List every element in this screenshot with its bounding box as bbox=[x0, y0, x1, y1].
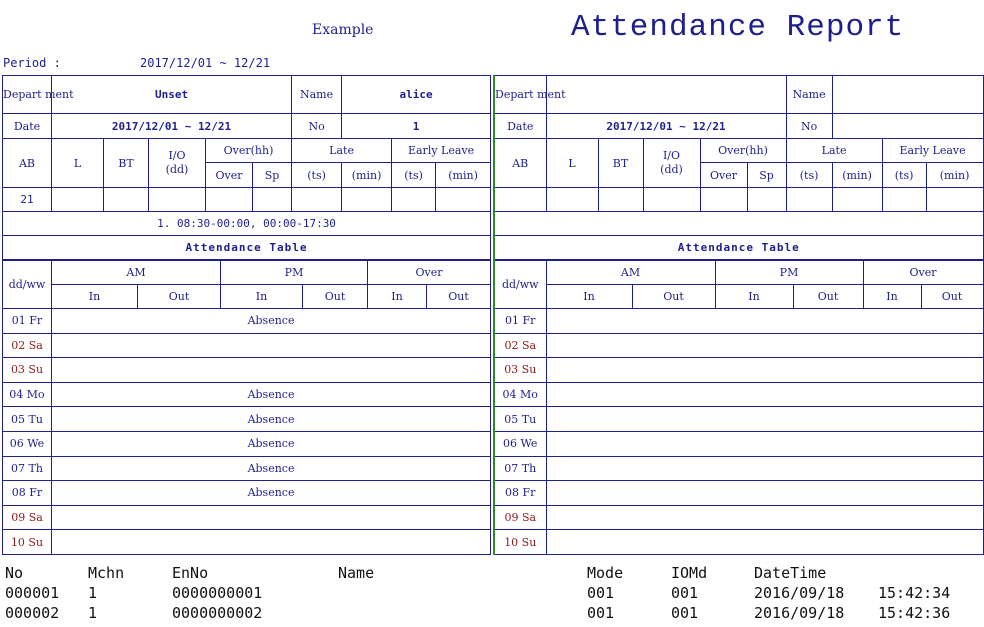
table-row bbox=[3, 309, 491, 334]
log-row-mchn: 1 bbox=[88, 584, 98, 602]
name-label: Name bbox=[292, 76, 342, 114]
early-min-subheader: (min) bbox=[436, 163, 491, 188]
over-header: Over bbox=[368, 261, 491, 285]
day-status bbox=[546, 333, 983, 358]
day-label: 06 We bbox=[494, 431, 546, 456]
day-label: 03 Su bbox=[494, 358, 546, 383]
employee-info-table bbox=[2, 75, 491, 260]
day-label: 06 We bbox=[3, 431, 52, 456]
summary-cell bbox=[747, 188, 786, 212]
table-row bbox=[3, 431, 491, 456]
early-leave-header: Early Leave bbox=[392, 139, 491, 163]
log-header-mode: Mode bbox=[587, 564, 624, 582]
day-label: 05 Tu bbox=[494, 407, 546, 432]
over-subheader: Over bbox=[700, 163, 747, 188]
over-out-header: Out bbox=[921, 285, 983, 309]
log-header-mchn: Mchn bbox=[88, 564, 125, 582]
early-leave-header: Early Leave bbox=[882, 139, 983, 163]
summary-cell bbox=[786, 188, 832, 212]
day-label: 10 Su bbox=[494, 530, 546, 555]
summary-cell bbox=[52, 188, 104, 212]
day-status: Absence bbox=[52, 481, 491, 506]
table-row bbox=[3, 456, 491, 481]
dd-label: (dd) bbox=[165, 163, 189, 176]
io-label: I/O bbox=[168, 149, 186, 162]
bt-header: BT bbox=[104, 139, 149, 188]
day-status bbox=[546, 530, 983, 555]
table-row bbox=[3, 333, 491, 358]
log-header-iomd: IOMd bbox=[671, 564, 708, 582]
day-status: Absence bbox=[52, 382, 491, 407]
day-label: 01 Fr bbox=[494, 309, 546, 334]
pm-out-header: Out bbox=[793, 285, 863, 309]
day-label: 02 Sa bbox=[494, 333, 546, 358]
table-row bbox=[3, 530, 491, 555]
summary-cell bbox=[643, 188, 700, 212]
table-row bbox=[494, 358, 983, 383]
summary-cell bbox=[392, 188, 436, 212]
day-label: 04 Mo bbox=[494, 382, 546, 407]
over-out-header: Out bbox=[427, 285, 491, 309]
ddww-header: dd/ww bbox=[3, 261, 52, 309]
sp-subheader: Sp bbox=[253, 163, 292, 188]
over-hh-header: Over(hh) bbox=[206, 139, 292, 163]
day-label: 08 Fr bbox=[3, 481, 52, 506]
summary-cell bbox=[598, 188, 643, 212]
dd-label: (dd) bbox=[660, 163, 683, 176]
log-header-name: Name bbox=[338, 564, 375, 582]
l-header: L bbox=[52, 139, 104, 188]
summary-cell bbox=[292, 188, 342, 212]
over-in-header: In bbox=[368, 285, 427, 309]
am-out-header: Out bbox=[138, 285, 221, 309]
table-row bbox=[3, 505, 491, 530]
name-value: alice bbox=[342, 76, 491, 114]
log-row-iomd: 001 bbox=[671, 584, 699, 602]
table-row bbox=[3, 358, 491, 383]
no-label: No bbox=[292, 114, 342, 139]
day-label: 01 Fr bbox=[3, 309, 52, 334]
log-row-no: 000002 bbox=[5, 604, 60, 622]
log-row-mode: 001 bbox=[587, 584, 615, 602]
early-ts-subheader: (ts) bbox=[882, 163, 926, 188]
late-ts-subheader: (ts) bbox=[292, 163, 342, 188]
table-row bbox=[3, 481, 491, 506]
summary-cell bbox=[104, 188, 149, 212]
am-in-header: In bbox=[546, 285, 632, 309]
department-label: Depart ment bbox=[494, 76, 546, 114]
summary-cell bbox=[436, 188, 491, 212]
day-status bbox=[546, 382, 983, 407]
no-label: No bbox=[786, 114, 832, 139]
io-header bbox=[149, 139, 206, 188]
day-status bbox=[546, 431, 983, 456]
ab-header: AB bbox=[3, 139, 52, 188]
example-label: Example bbox=[312, 22, 374, 38]
date-label: Date bbox=[3, 114, 52, 139]
summary-cell bbox=[926, 188, 983, 212]
am-header: AM bbox=[546, 261, 715, 285]
table-row bbox=[494, 530, 983, 555]
left-report-panel bbox=[2, 75, 490, 560]
over-in-header: In bbox=[863, 285, 921, 309]
summary-cell bbox=[832, 188, 882, 212]
day-label: 08 Fr bbox=[494, 481, 546, 506]
summary-cell bbox=[882, 188, 926, 212]
early-min-subheader: (min) bbox=[926, 163, 983, 188]
day-status bbox=[52, 358, 491, 383]
summary-cell bbox=[494, 188, 546, 212]
log-row-enno: 0000000001 bbox=[172, 584, 263, 602]
table-row bbox=[3, 382, 491, 407]
department-value: Unset bbox=[52, 76, 292, 114]
io-header bbox=[643, 139, 700, 188]
log-row-date: 2016/09/18 bbox=[754, 604, 845, 622]
summary-cell bbox=[546, 188, 598, 212]
log-row-date: 2016/09/18 bbox=[754, 584, 845, 602]
over-hh-header: Over(hh) bbox=[700, 139, 786, 163]
late-min-subheader: (min) bbox=[342, 163, 392, 188]
summary-cell bbox=[342, 188, 392, 212]
day-label: 09 Sa bbox=[494, 505, 546, 530]
l-header: L bbox=[546, 139, 598, 188]
attendance-table bbox=[493, 260, 984, 555]
over-header: Over bbox=[863, 261, 983, 285]
day-label: 10 Su bbox=[3, 530, 52, 555]
log-row-iomd: 001 bbox=[671, 604, 699, 622]
punch-log bbox=[0, 562, 982, 627]
date-value: 2017/12/01 ~ 12/21 bbox=[546, 114, 786, 139]
day-label: 09 Sa bbox=[3, 505, 52, 530]
attendance-table-title: Attendance Table bbox=[3, 236, 491, 260]
report-title: Attendance Report bbox=[571, 10, 905, 45]
ab-header: AB bbox=[494, 139, 546, 188]
period-label: Period : bbox=[3, 56, 61, 70]
log-row-mode: 001 bbox=[587, 604, 615, 622]
late-header: Late bbox=[292, 139, 392, 163]
day-label: 02 Sa bbox=[3, 333, 52, 358]
table-row bbox=[494, 309, 983, 334]
table-row bbox=[494, 481, 983, 506]
table-row bbox=[494, 505, 983, 530]
day-status: Absence bbox=[52, 407, 491, 432]
bt-header: BT bbox=[598, 139, 643, 188]
summary-cell bbox=[206, 188, 253, 212]
day-status bbox=[546, 481, 983, 506]
table-row bbox=[494, 407, 983, 432]
am-in-header: In bbox=[52, 285, 138, 309]
log-row-time: 15:42:34 bbox=[878, 584, 951, 602]
ab-value: 21 bbox=[3, 188, 52, 212]
date-value: 2017/12/01 ~ 12/21 bbox=[52, 114, 292, 139]
log-row-time: 15:42:36 bbox=[878, 604, 951, 622]
pm-in-header: In bbox=[715, 285, 793, 309]
day-status: Absence bbox=[52, 456, 491, 481]
summary-cell bbox=[253, 188, 292, 212]
table-row bbox=[3, 407, 491, 432]
no-value: 1 bbox=[342, 114, 491, 139]
ddww-header: dd/ww bbox=[494, 261, 546, 309]
attendance-table-title: Attendance Table bbox=[494, 236, 983, 260]
day-status bbox=[546, 309, 983, 334]
right-report-panel bbox=[493, 75, 982, 560]
day-label: 07 Th bbox=[494, 456, 546, 481]
summary-cell bbox=[700, 188, 747, 212]
schedule-text bbox=[494, 212, 983, 236]
table-row bbox=[494, 431, 983, 456]
late-ts-subheader: (ts) bbox=[786, 163, 832, 188]
am-out-header: Out bbox=[632, 285, 715, 309]
schedule-text: 1. 08:30-00:00, 00:00-17:30 bbox=[3, 212, 491, 236]
table-row bbox=[494, 382, 983, 407]
day-label: 07 Th bbox=[3, 456, 52, 481]
department-value bbox=[546, 76, 786, 114]
late-header: Late bbox=[786, 139, 882, 163]
day-label: 04 Mo bbox=[3, 382, 52, 407]
table-row bbox=[494, 333, 983, 358]
day-status bbox=[546, 358, 983, 383]
pm-in-header: In bbox=[221, 285, 303, 309]
date-label: Date bbox=[494, 114, 546, 139]
pm-out-header: Out bbox=[303, 285, 368, 309]
name-label: Name bbox=[786, 76, 832, 114]
day-status bbox=[546, 407, 983, 432]
log-row-no: 000001 bbox=[5, 584, 60, 602]
department-label: Depart ment bbox=[3, 76, 52, 114]
am-header: AM bbox=[52, 261, 221, 285]
over-subheader: Over bbox=[206, 163, 253, 188]
late-min-subheader: (min) bbox=[832, 163, 882, 188]
day-status bbox=[52, 530, 491, 555]
pm-header: PM bbox=[715, 261, 863, 285]
log-row-enno: 0000000002 bbox=[172, 604, 263, 622]
day-status: Absence bbox=[52, 431, 491, 456]
log-header-datetime: DateTime bbox=[754, 564, 827, 582]
day-status bbox=[546, 456, 983, 481]
name-value bbox=[832, 76, 983, 114]
period-value: 2017/12/01 ~ 12/21 bbox=[140, 56, 271, 70]
early-ts-subheader: (ts) bbox=[392, 163, 436, 188]
employee-info-table bbox=[493, 75, 984, 260]
sp-subheader: Sp bbox=[747, 163, 786, 188]
summary-cell bbox=[149, 188, 206, 212]
no-value bbox=[832, 114, 983, 139]
table-row bbox=[494, 456, 983, 481]
day-label: 03 Su bbox=[3, 358, 52, 383]
log-header-no: No bbox=[5, 564, 24, 582]
io-label: I/O bbox=[662, 149, 681, 162]
day-label: 05 Tu bbox=[3, 407, 52, 432]
day-status bbox=[546, 505, 983, 530]
attendance-table bbox=[2, 260, 491, 555]
day-status: Absence bbox=[52, 309, 491, 334]
log-row-mchn: 1 bbox=[88, 604, 98, 622]
day-status bbox=[52, 333, 491, 358]
day-status bbox=[52, 505, 491, 530]
log-header-enno: EnNo bbox=[172, 564, 209, 582]
pm-header: PM bbox=[221, 261, 368, 285]
